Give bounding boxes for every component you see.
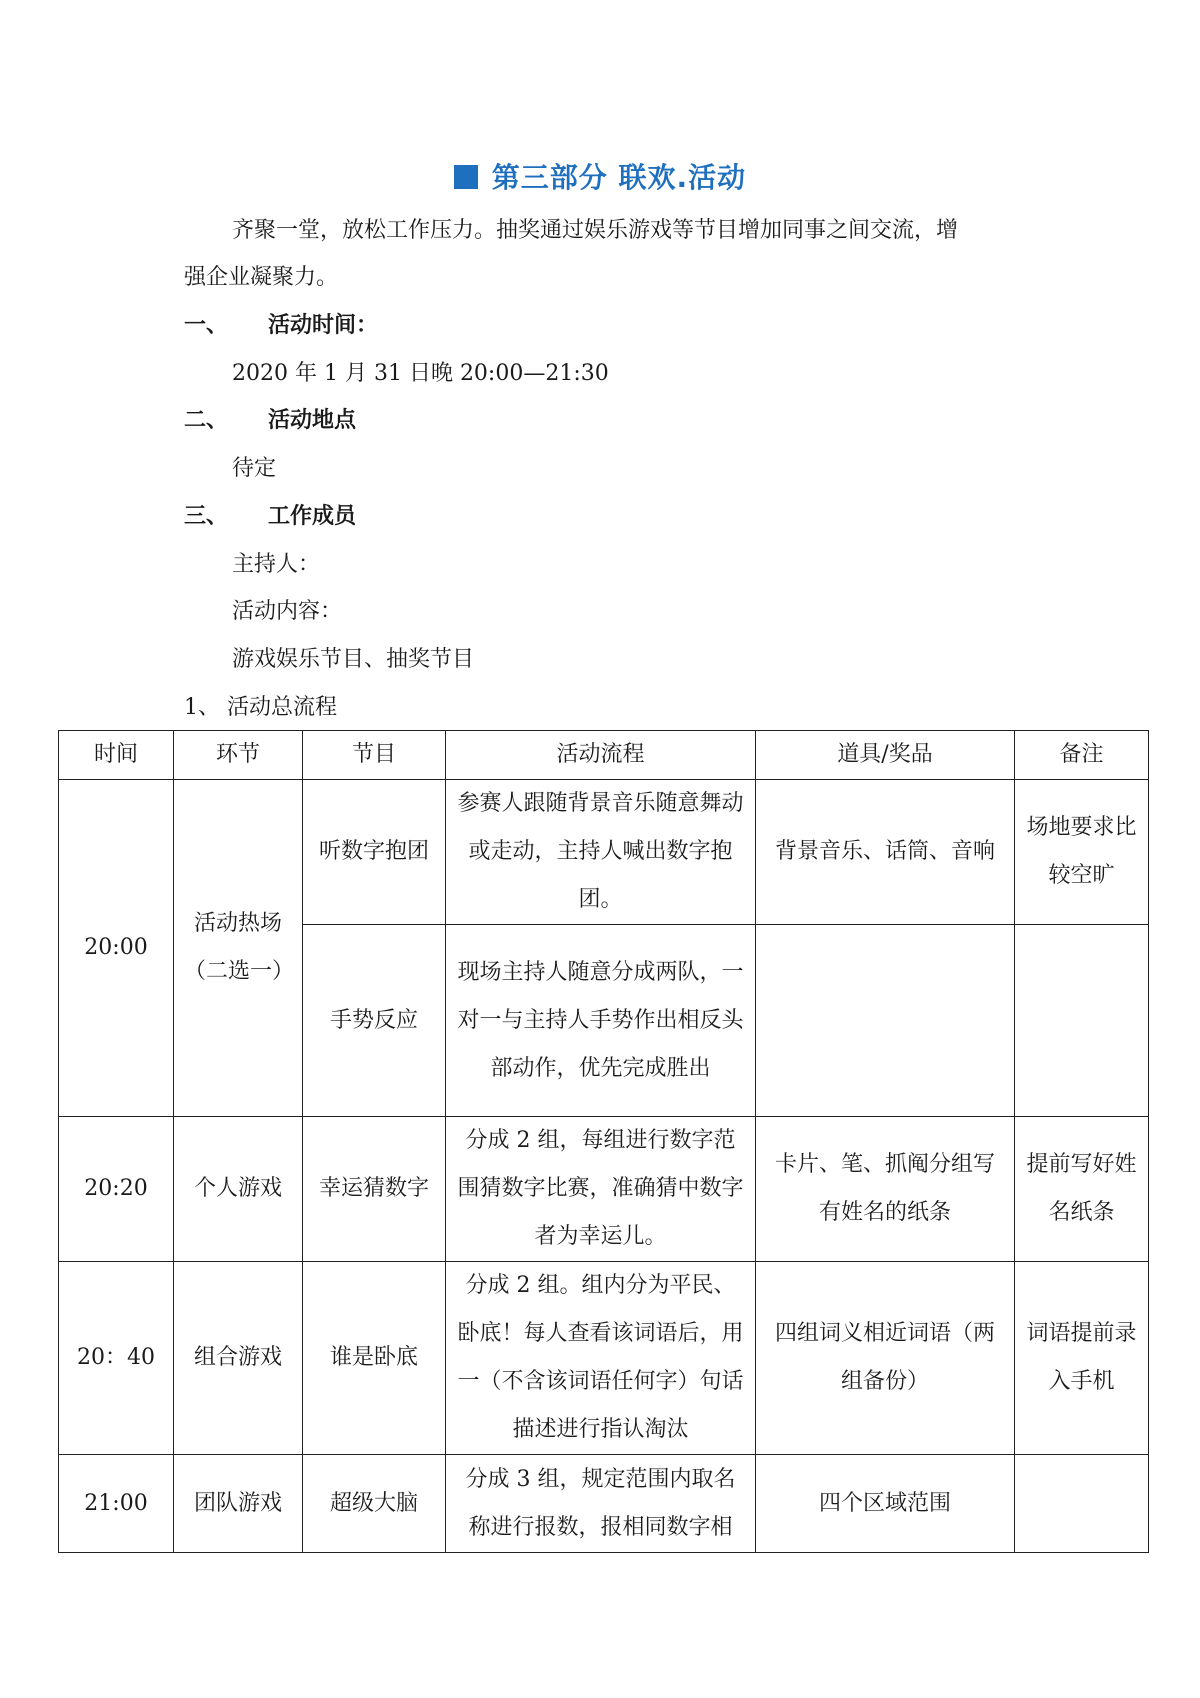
cell-props: [756, 925, 1015, 1117]
cell-note: [1015, 1455, 1149, 1553]
header-props: 道具/奖品: [756, 731, 1015, 780]
cell-stage: 活动热场（二选一）: [174, 780, 303, 1117]
title-square-icon: [454, 165, 478, 189]
cell-props: 卡片、笔、抓阄分组写有姓名的纸条: [756, 1117, 1015, 1262]
cell-flow: 分成 2 组。组内分为平民、卧底！每人查看该词语后，用一（不含该词语任何字）句话描述进行指认淘汰: [446, 1262, 756, 1455]
cell-note: [1015, 925, 1149, 1117]
cell-props: 四个区域范围: [756, 1455, 1015, 1553]
cell-program: 手势反应: [303, 925, 446, 1117]
cell-stage: 组合游戏: [174, 1262, 303, 1455]
header-time: 时间: [59, 731, 174, 780]
section-number: 二、: [184, 408, 229, 433]
header-program: 节目: [303, 731, 446, 780]
section-title: 活动时间：: [268, 313, 379, 338]
cell-props: 四组词义相近词语（两组备份）: [756, 1262, 1015, 1455]
cell-time: 20:00: [59, 780, 174, 1117]
cell-flow: 分成 3 组，规定范围内取名称进行报数，报相同数字相: [446, 1455, 756, 1553]
header-stage: 环节: [174, 731, 303, 780]
cell-note: 场地要求比较空旷: [1015, 780, 1149, 925]
cell-stage: 团队游戏: [174, 1455, 303, 1553]
member-item: 活动内容：: [232, 599, 343, 624]
member-item: 游戏娱乐节目、抽奖节目: [232, 647, 475, 672]
table-row: [59, 1455, 1149, 1553]
section-title: 工作成员: [268, 504, 357, 529]
section-number: 三、: [184, 504, 229, 529]
cell-note: 提前写好姓名纸条: [1015, 1117, 1149, 1262]
table-row: [59, 1117, 1149, 1262]
page-title: [0, 156, 1200, 196]
cell-time: 21:00: [59, 1455, 174, 1553]
subheading: 1、 活动总流程: [184, 695, 337, 720]
cell-flow: 参赛人跟随背景音乐随意舞动或走动，主持人喊出数字抱团。: [446, 780, 756, 925]
cell-props: 背景音乐、话筒、音响: [756, 780, 1015, 925]
table-row: [59, 1262, 1149, 1455]
section-content-time: 2020 年 1 月 31 日晚 20:00—21:30: [232, 361, 609, 386]
section-heading-members: [184, 502, 356, 532]
section-number: 一、: [184, 313, 229, 338]
page-title-text: 第三部分 联欢.活动: [491, 161, 747, 194]
section-title: 活动地点: [268, 408, 357, 433]
member-item: 主持人：: [232, 552, 321, 577]
intro-line-2: 强企业凝聚力。: [184, 265, 339, 290]
cell-program: 超级大脑: [303, 1455, 446, 1553]
cell-note: 词语提前录入手机: [1015, 1262, 1149, 1455]
table-header-row: [59, 731, 1149, 780]
section-content-location: 待定: [232, 456, 277, 481]
header-note: 备注: [1015, 731, 1149, 780]
cell-program: 幸运猜数字: [303, 1117, 446, 1262]
cell-program: 听数字抱团: [303, 780, 446, 925]
cell-time: 20:20: [59, 1117, 174, 1262]
header-flow: 活动流程: [446, 731, 756, 780]
intro-line-1: 齐聚一堂，放松工作压力。抽奖通过娱乐游戏等节目增加同事之间交流，增: [232, 218, 959, 243]
section-heading-location: [184, 406, 356, 436]
cell-program: 谁是卧底: [303, 1262, 446, 1455]
table-row: [59, 780, 1149, 925]
cell-flow: 分成 2 组，每组进行数字范围猜数字比赛，准确猜中数字者为幸运儿。: [446, 1117, 756, 1262]
section-heading-time: [184, 311, 378, 341]
cell-flow: 现场主持人随意分成两队，一对一与主持人手势作出相反头部动作，优先完成胜出: [446, 925, 756, 1117]
cell-stage: 个人游戏: [174, 1117, 303, 1262]
activity-flow-table: [58, 730, 1149, 1553]
cell-time: 20：40: [59, 1262, 174, 1455]
